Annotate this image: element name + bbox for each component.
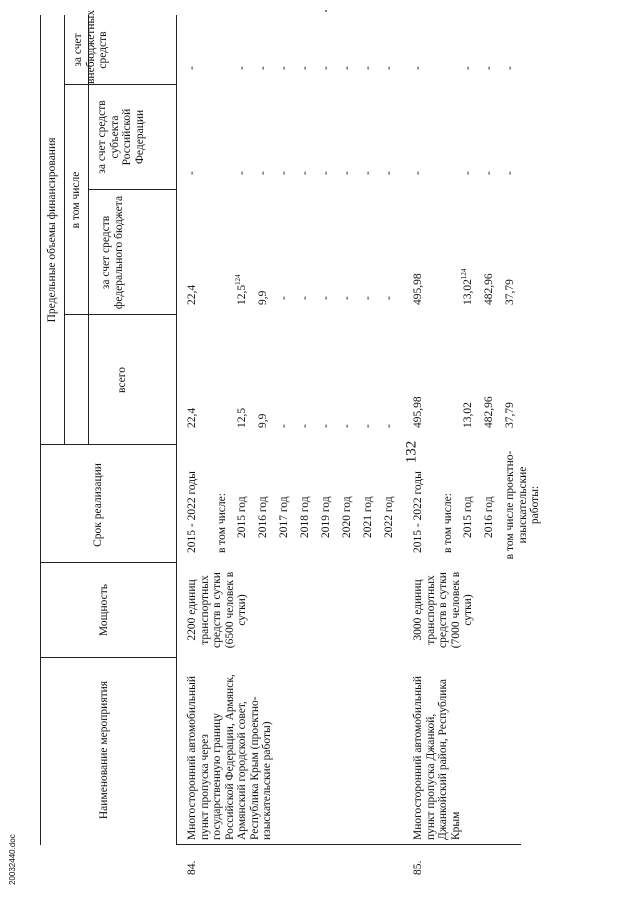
row-total: 482,96 (483, 396, 495, 428)
row-capacity: 3000 единиц транспортных средств в сутки (7000 человек в сутки) (412, 571, 474, 649)
row-total: - (383, 424, 395, 428)
row-extra: - (483, 66, 495, 70)
footnote-ref: 124 (234, 274, 243, 285)
header-extra: за счет внебюджетных средств (72, 10, 109, 84)
row-regional: - (362, 171, 374, 175)
row-term: 2022 год (383, 496, 395, 538)
row-name: Многосторонний автомобильный пункт пропуска через государственную границу Российской Федерации, Армянск, Армянский городской совет, Республика Крым (проектно-изыскательские работы) (186, 674, 273, 840)
header-regional: за счет средств субъекта Российской Федерации (96, 100, 146, 174)
row-regional: - (320, 171, 332, 175)
row-federal: - (362, 296, 374, 300)
row-term: 2018 год (299, 496, 311, 538)
row-term: 2015 год (462, 496, 474, 538)
row-total: - (299, 424, 311, 428)
row-total: 13,02 (462, 402, 474, 428)
header-funding: Предельные объемы финансирования (46, 137, 58, 323)
row-number: 84. (186, 860, 198, 875)
col-total-divider (40, 444, 176, 445)
row-federal: - (383, 296, 395, 300)
row-federal: 495,98 (412, 273, 424, 305)
row-total: - (341, 424, 353, 428)
row-regional: - (341, 171, 353, 175)
row-extra: - (341, 66, 353, 70)
rotated-table (40, 10, 541, 890)
row-total: - (278, 424, 290, 428)
row-regional: - (462, 171, 474, 175)
footnote-ref: 124 (460, 268, 469, 280)
row-federal: - (278, 296, 290, 300)
header-name: Наименование мероприятия (98, 680, 110, 820)
row-extra: - (320, 66, 332, 70)
row-term: 2015 - 2022 годы (186, 471, 198, 553)
row-regional: - (186, 171, 198, 175)
row-regional: - (257, 171, 269, 175)
row-total: 37,79 (504, 402, 516, 428)
row-extra: - (236, 66, 248, 70)
row-name: Многосторонний автомобильный пункт пропуска Джанкой, Джанкойский район, Республика Крым (412, 675, 462, 840)
row-extra: - (278, 66, 290, 70)
col-capacity-divider (40, 657, 176, 658)
row-federal: 37,79 (504, 279, 516, 305)
row-term: 2019 год (320, 496, 332, 538)
row-term: 2016 год (257, 496, 269, 538)
row-federal: 13,02$^{124}$ (460, 268, 474, 305)
row-regional: - (483, 171, 495, 175)
row-term: в том числе проектно-изыскательские работы: (504, 450, 541, 560)
row-total: 22,4 (186, 407, 198, 428)
row-extra: - (362, 66, 374, 70)
row-term: в том числе: (216, 493, 228, 553)
header-bottom-line (176, 15, 177, 845)
header-including: в том числе (70, 171, 82, 229)
row-term: 2021 год (362, 496, 374, 538)
row-regional: - (412, 171, 424, 175)
row-term: в том числе: (442, 493, 454, 553)
row-total: 495,98 (412, 396, 424, 428)
col-term-divider (40, 562, 176, 563)
row-term: 2020 год (341, 496, 353, 538)
footer-filename: 20032440.doc (8, 834, 17, 885)
row-total: - (362, 424, 374, 428)
row-total: 9,9 (257, 413, 269, 428)
row-extra: - (186, 66, 198, 70)
row-regional: - (236, 171, 248, 175)
row-term: 2017 год (278, 496, 290, 538)
row-federal: - (320, 296, 332, 300)
header-term: Срок реализации (92, 463, 104, 547)
col-regional-divider (88, 189, 176, 190)
row-extra: - (462, 66, 474, 70)
row-federal: - (341, 296, 353, 300)
header-total: всего (116, 367, 128, 393)
row-term: 2016 год (483, 496, 495, 538)
row-federal: 12,5$^{124}$ (234, 274, 248, 305)
row-total: 12,5 (236, 407, 248, 428)
row-extra: - (504, 66, 516, 70)
row-regional: - (383, 171, 395, 175)
row-capacity: 2200 единиц транспортных средств в сутки (6500 человек в сутки) (186, 571, 248, 649)
header-capacity: Мощность (98, 583, 110, 637)
row-regional: - (299, 171, 311, 175)
row-regional: - (278, 171, 290, 175)
row-federal: 22,4 (186, 284, 198, 305)
row-number: 85. (412, 860, 424, 875)
row-extra: - (257, 66, 269, 70)
row-federal: 9,9 (257, 290, 269, 305)
table-border-top (40, 15, 41, 845)
scan-speck (325, 10, 327, 12)
row-term: 2015 год (236, 496, 248, 538)
header-federal: за счет средств федерального бюджета (100, 195, 125, 310)
page-number: 132 (403, 440, 420, 464)
row-extra: - (383, 66, 395, 70)
funding-subheader-line (64, 15, 65, 445)
table-left-edge (176, 844, 521, 845)
row-extra: - (412, 66, 424, 70)
row-regional: - (504, 171, 516, 175)
row-total: - (320, 424, 332, 428)
row-extra: - (299, 66, 311, 70)
row-federal: 482,96 (483, 273, 495, 305)
row-federal: - (299, 296, 311, 300)
row-term: 2015 - 2022 годы (412, 471, 424, 553)
